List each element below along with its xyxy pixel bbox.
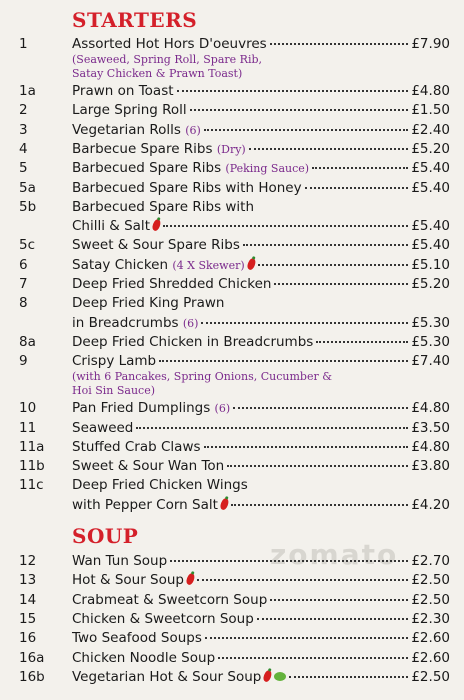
watermark: zomato [270,538,399,571]
item-line [72,315,450,331]
item-name: Wan Tun Soup [72,553,168,569]
item-number: 1 [19,36,28,52]
item-number: 16a [19,649,45,666]
item-name: Pan Fried Dumplings (6) [72,400,231,417]
item-line [72,334,450,350]
item-name: Chicken & Sweetcorn Soup [72,610,254,627]
item-name: Assorted Hot Hors D'oeuvres [72,36,267,52]
dot-leader [159,360,408,362]
item-number: 11c [19,477,44,494]
item-number: 15 [19,610,37,627]
chili-icon [185,572,196,586]
dot-leader [218,657,408,659]
item-number: 8a [19,333,36,350]
item-name: Seaweed [72,419,134,436]
item-description: (with 6 Pancakes, Spring Onions, Cucumber & [72,370,333,384]
item-note: (4 X Skewer) [172,258,245,272]
dot-leader [205,637,408,639]
item-number: 11 [19,419,37,436]
item-name: with Pepper Corn Salt [72,497,228,513]
item-number: 10 [19,400,37,417]
item-price: £3.80 [411,458,450,475]
dot-leader [289,676,408,678]
item-price: £5.30 [411,314,450,331]
item-price: £2.60 [411,649,450,666]
dot-leader [177,90,409,92]
item-note: (6) [182,316,199,330]
dot-leader [270,43,409,45]
item-line [72,420,450,436]
dot-leader [136,427,408,429]
item-line [72,497,450,513]
item-line [72,257,450,273]
item-description: Hoi Sin Sauce) [72,384,156,398]
item-price: £4.80 [411,438,450,455]
dot-leader [231,504,408,506]
item-line [72,237,450,253]
item-price: £2.70 [411,553,450,569]
item-number: 5 [19,160,28,177]
starters-title: STARTERS [72,8,198,32]
item-number: 2 [19,102,28,119]
item-price: £2.50 [411,572,450,589]
item-name: Sweet & Sour Wan Ton [72,458,225,475]
item-price: £5.20 [411,276,450,292]
item-price: £2.50 [411,668,450,685]
item-line [72,669,450,685]
item-description: Satay Chicken & Prawn Toast) [72,67,243,80]
item-name: Stuffed Crab Claws [72,438,201,455]
item-price: £4.20 [411,496,450,513]
item-price: £2.60 [411,630,450,647]
item-line [72,276,450,292]
item-name: Barbecued Spare Ribs (Peking Sauce) [72,160,310,177]
item-line [72,650,450,666]
item-name: Deep Fried Chicken in Breadcrumbs [72,333,314,350]
chili-icon [246,257,257,271]
item-number: 11b [19,458,45,475]
item-number: 11a [19,438,45,455]
item-price: £4.80 [411,83,450,99]
item-line [72,458,450,474]
item-number: 12 [19,553,37,569]
vegetarian-icon [274,672,286,681]
item-number: 16 [19,630,37,647]
dot-leader [249,148,409,150]
item-line [72,141,450,157]
item-price: £2.50 [411,591,450,608]
item-price: £3.50 [411,419,450,436]
dot-leader [227,465,408,467]
item-name: Chilli & Salt [72,218,160,234]
item-note: (6) [214,402,231,416]
item-line [72,572,450,588]
dot-leader [257,618,409,620]
item-number: 16b [19,668,45,685]
item-name: Large Spring Roll [72,102,187,119]
item-name: Sweet & Sour Spare Ribs [72,237,240,254]
item-name: Crabmeat & Sweetcorn Soup [72,591,268,608]
item-number: 14 [19,591,37,608]
dot-leader [305,187,409,189]
item-note: (Peking Sauce) [225,162,310,176]
dot-leader [274,283,408,285]
item-line [72,83,450,99]
item-name: Crispy Lamb [72,353,157,370]
dot-leader [316,341,408,343]
item-number: 8 [19,295,28,312]
item-price: £2.30 [411,610,450,627]
item-number: 6 [19,256,28,273]
dot-leader [197,579,408,581]
item-line [72,218,450,234]
item-note: (Dry) [216,142,246,156]
item-line [72,400,450,416]
item-name: Satay Chicken (4 X Skewer) [72,257,255,273]
item-price: £5.20 [411,140,450,157]
item-price: £5.40 [411,160,450,177]
item-name: Deep Fried Shredded Chicken [72,276,272,292]
item-price: £4.80 [411,400,450,417]
dot-leader [204,129,409,131]
item-name: Two Seafood Soups [72,630,202,647]
item-number: 5b [19,198,37,215]
item-price: £7.90 [411,36,450,52]
item-line [72,102,450,118]
item-number: 5c [19,237,36,254]
dot-leader [204,446,409,448]
item-price: £5.10 [411,256,450,273]
item-line [72,630,450,646]
item-name: Prawn on Toast [72,83,174,99]
item-description: (Seaweed, Spring Roll, Spare Rib, [72,53,263,66]
item-price: £5.40 [411,237,450,254]
item-line [72,353,450,369]
dot-leader [233,407,408,409]
item-line [72,592,450,608]
dot-leader [163,225,408,227]
item-price: £5.30 [411,333,450,350]
item-number: 1a [19,83,36,99]
soup-title: SOUP [72,524,139,548]
dot-leader [201,322,408,324]
dot-leader [190,109,409,111]
item-number: 4 [19,140,28,157]
item-price: £2.40 [411,121,450,138]
item-line [72,439,450,455]
item-name: Chicken Noodle Soup [72,649,216,666]
item-note: (6) [185,123,201,137]
chili-icon [151,218,162,232]
item-price: £5.40 [411,218,450,235]
dot-leader [258,264,409,266]
dot-leader [270,599,408,601]
item-line [72,36,450,52]
item-number: 9 [19,353,28,370]
item-number: 13 [19,572,37,589]
item-name: in Breadcrumbs (6) [72,314,199,331]
item-price: £7.40 [411,353,450,370]
chili-icon [219,497,230,511]
item-name-line1: Deep Fried Chicken Wings [72,477,248,494]
item-number: 7 [19,276,28,292]
item-line [72,122,450,138]
item-name: Barbecue Spare Ribs (Dry) [72,140,246,157]
item-name: Vegetarian Hot & Sour Soup [72,669,286,685]
chili-icon [263,669,274,683]
item-price: £5.40 [411,179,450,196]
item-number: 3 [19,121,28,138]
dot-leader [170,560,408,562]
item-name-line1: Deep Fried King Prawn [72,295,225,312]
item-line [72,611,450,627]
item-price: £1.50 [411,102,450,119]
item-name: Barbecued Spare Ribs with Honey [72,179,302,196]
item-name: Vegetarian Rolls (6) [72,121,201,138]
item-name-line1: Barbecued Spare Ribs with [72,198,255,215]
item-line [72,160,450,176]
item-line [72,180,450,196]
item-number: 5a [19,179,36,196]
dot-leader [312,167,408,169]
item-name: Hot & Sour Soup [72,572,194,588]
item-line [72,553,450,569]
dot-leader [243,244,408,246]
